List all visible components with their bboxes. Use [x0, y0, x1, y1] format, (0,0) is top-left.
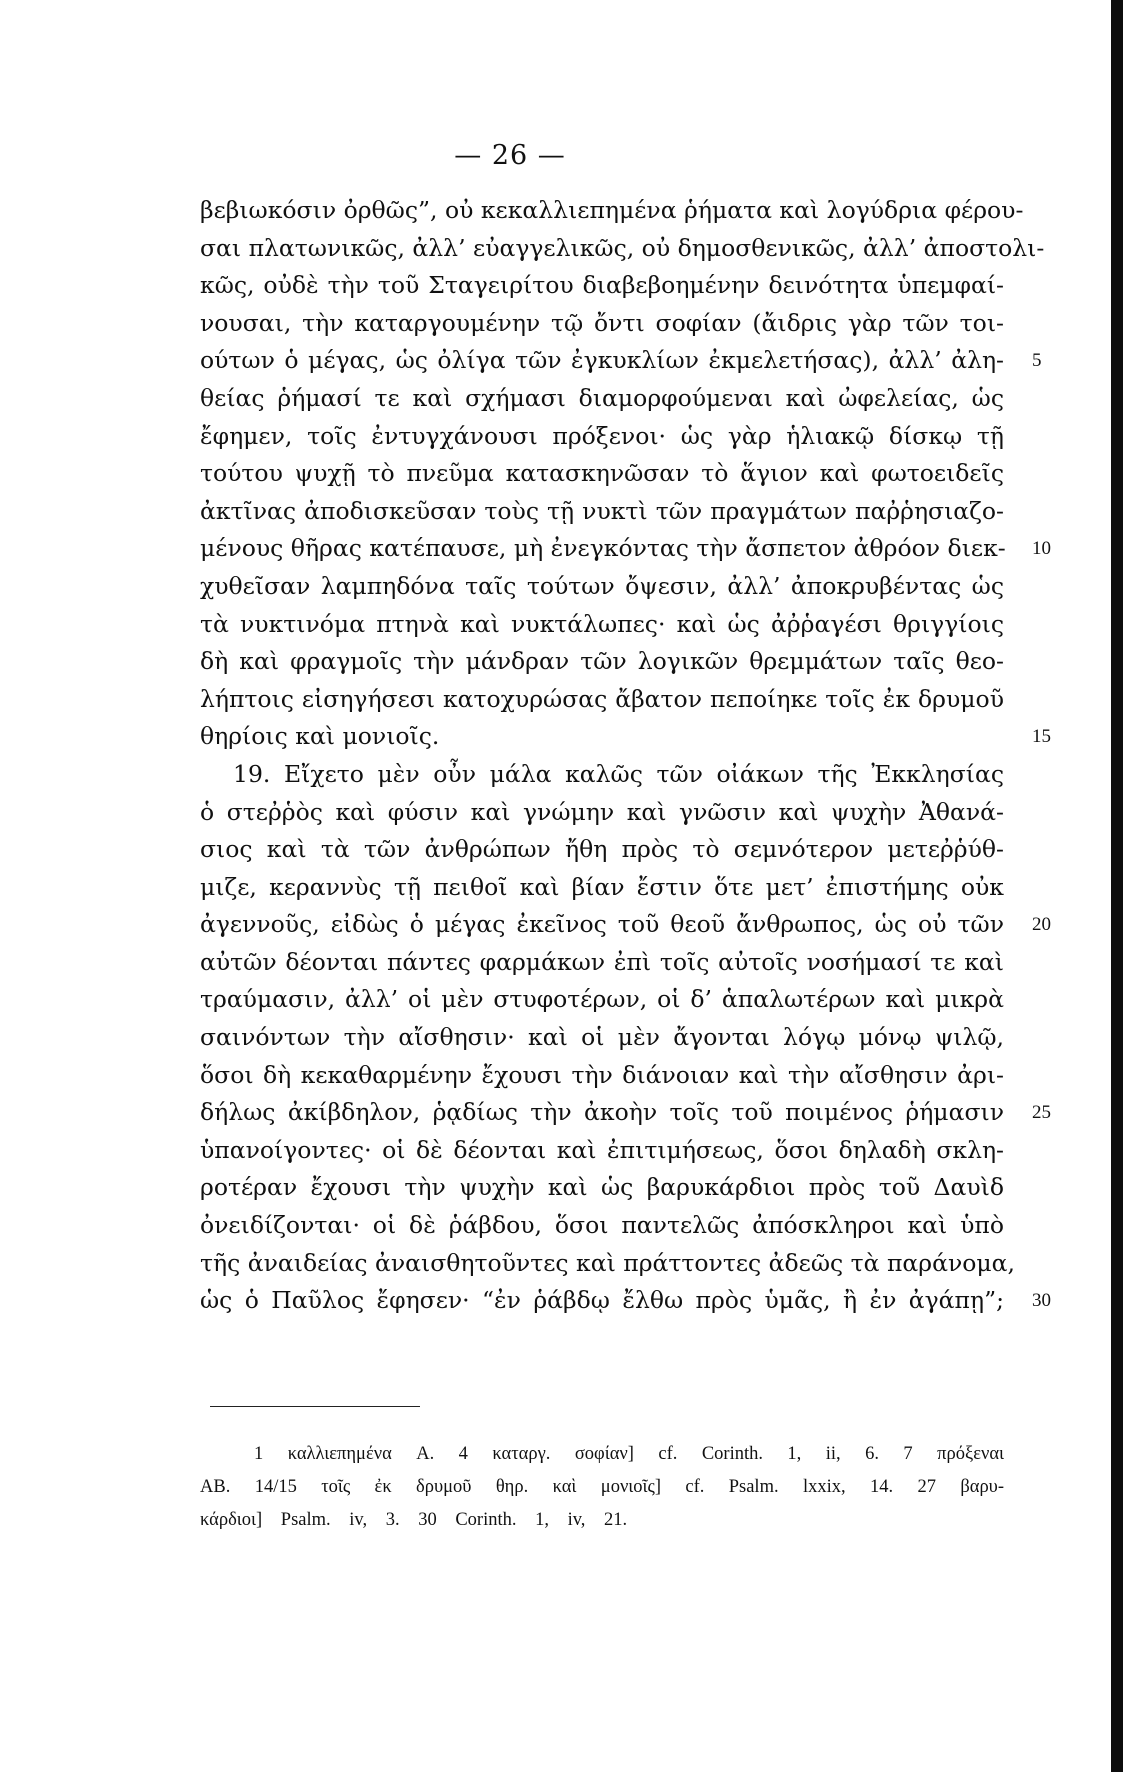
text-line: λήπτοις εἰσηγήσεσι κατοχυρώσας ἄβατον πεποίηκε τοῖς ἐκ δρυμοῦ	[200, 684, 1004, 713]
footnote-line: AB. 14/15 τοῖς ἐκ δρυμοῦ θηρ. καὶ μονιοῖς] cf. Psalm. lxxix, 14. 27 βαρυ-	[200, 1477, 1004, 1497]
text-line: σιος καὶ τὰ τῶν ἀνθρώπων ἤθη πρὸς τὸ σεμνότερον μετεῤῥύθ-	[200, 835, 1004, 864]
text-line: τὰ νυκτινόμα πτηνὰ καὶ νυκτάλωπες· καὶ ὡς ἀῤῥαγέσι θριγγίοις	[200, 609, 1004, 638]
footnote-line: 1 καλλιεπημένα A. 4 καταργ. σοφίαν] cf. Corinth. 1, ii, 6. 7 πρόξεναι	[254, 1444, 1004, 1464]
text-line: μιζε, κεραννὺς τῇ πειθοῖ καὶ βίαν ἔστιν ὅτε μετ’ ἐπιστήμης οὐκ	[200, 872, 1004, 901]
footnote-line: κάρδιοι] Psalm. iv, 3. 30 Corinth. 1, iv, 21.	[200, 1510, 628, 1530]
text-line: δήλως ἀκίβδηλον, ῥᾳδίως τὴν ἀκοὴν τοῖς τοῦ ποιμένος ῥήμασιν 25	[200, 1094, 1004, 1132]
line-number: 5	[1032, 350, 1042, 372]
text-line: αὐτῶν δέονται πάντες φαρμάκων ἐπὶ τοῖς αὐτοῖς νοσήμασί τε καὶ	[200, 947, 1004, 976]
text-line: ἀκτῖνας ἀποδισκεῦσαν τοὺς τῇ νυκτὶ τῶν πραγμάτων παῤῥησιαζο-	[200, 496, 1004, 525]
text-line: νουσαι, τὴν καταργουμένην τῷ ὄντι σοφίαν (ἄιδρις γὰρ τῶν τοι-	[200, 308, 1004, 337]
text-line: δὴ καὶ φραγμοῖς τὴν μάνδραν τῶν λογικῶν θρεμμάτων ταῖς θεο-	[200, 647, 1004, 676]
body-text	[200, 192, 1051, 1320]
text-line: ὅσοι δὴ κεκαθαρμένην ἔχουσι τὴν διάνοιαν καὶ τὴν αἴσθησιν ἀρι-	[200, 1060, 1004, 1089]
text-line: σαινόντων τὴν αἴσθησιν· καὶ οἱ μὲν ἄγονται λόγῳ μόνῳ ψιλῷ,	[200, 1023, 1004, 1052]
scan-edge-bar	[1111, 0, 1123, 1772]
text-line: ἔφημεν, τοῖς ἐντυγχάνουσι πρόξενοι· ὡς γὰρ ἡλιακῷ δίσκῳ τῇ	[200, 421, 1004, 450]
text-line: θηρίοις καὶ μονιοῖς. 15	[200, 718, 1004, 756]
line-number: 20	[1032, 914, 1051, 936]
text-line: θείας ῥήμασί τε καὶ σχήμασι διαμορφούμεναι καὶ ὠφελείας, ὡς	[200, 383, 1004, 412]
section-start-line: 19. Εἴχετο μὲν οὖν μάλα καλῶς τῶν οἰάκων τῆς Ἐκκλησίας	[233, 759, 1004, 788]
text-line: ούτων ὁ μέγας, ὡς ὀλίγα τῶν ἐγκυκλίων ἐκμελετήσας), ἀλλ’ ἀλη- 5	[200, 342, 1004, 380]
line-number: 25	[1032, 1102, 1051, 1124]
text-line: τούτου ψυχῇ τὸ πνεῦμα κατασκηνῶσαν τὸ ἅγιον καὶ φωτοειδεῖς	[200, 459, 1004, 488]
text-line: ὑπανοίγοντες· οἱ δὲ δέονται καὶ ἐπιτιμήσεως, ὅσοι δηλαδὴ σκλη-	[200, 1135, 1004, 1164]
text-line: ἀγεννοῦς, εἰδὼς ὁ μέγας ἐκεῖνος τοῦ θεοῦ ἄνθρωπος, ὡς οὐ τῶν 20	[200, 906, 1004, 944]
text-line: τραύμασιν, ἀλλ’ οἱ μὲν στυφοτέρων, οἱ δ’ ἁπαλωτέρων καὶ μικρὰ	[200, 985, 1004, 1014]
page-number: — 26 —	[454, 140, 566, 171]
text-line: χυθεῖσαν λαμπηδόνα ταῖς τούτων ὄψεσιν, ἀλλ’ ἀποκρυβέντας ὡς	[200, 571, 1004, 600]
text-line: ὀνειδίζονται· οἱ δὲ ῥάβδου, ὅσοι παντελῶς ἀπόσκληροι καὶ ὑπὸ	[200, 1211, 1004, 1240]
text-line: ὁ στεῤῥὸς καὶ φύσιν καὶ γνώμην καὶ γνῶσιν καὶ ψυχὴν Ἀθανά-	[200, 797, 1004, 826]
text-line: τῆς ἀναιδείας ἀναισθητοῦντες καὶ πράττοντες ἀδεῶς τὰ παράνομα,	[200, 1248, 1016, 1277]
text-line: κῶς, οὐδὲ τὴν τοῦ Σταγειρίτου διαβεβοημένην δεινότητα ὑπεμφαί-	[200, 271, 1004, 300]
footnote-rule	[210, 1406, 420, 1407]
text-line: ροτέραν ἔχουσι τὴν ψυχὴν καὶ ὡς βαρυκάρδιοι πρὸς τοῦ Δαυὶδ	[200, 1173, 1004, 1202]
line-number: 30	[1032, 1290, 1051, 1312]
line-number: 10	[1032, 538, 1051, 560]
apparatus-footnotes	[200, 1438, 1004, 1537]
text-line: βεβιωκόσιν ὀρθῶς”, οὐ κεκαλλιεπημένα ῥήματα καὶ λογύδρια φέρου-	[200, 196, 1024, 224]
line-number: 15	[1032, 726, 1051, 748]
text-line: ὡς ὁ Παῦλος ἔφησεν· “ἐν ῥάβδῳ ἔλθω πρὸς ὑμᾶς, ἢ ἐν ἀγάπῃ”; 30	[200, 1282, 1004, 1320]
text-line: σαι πλατωνικῶς, ἀλλ’ εὐαγγελικῶς, οὐ δημοσθενικῶς, ἀλλ’ ἀποστολι-	[200, 233, 1045, 262]
text-line: μένους θῆρας κατέπαυσε, μὴ ἐνεγκόντας τὴν ἄσπετον ἀθρόον διεκ- 10	[200, 530, 1004, 568]
